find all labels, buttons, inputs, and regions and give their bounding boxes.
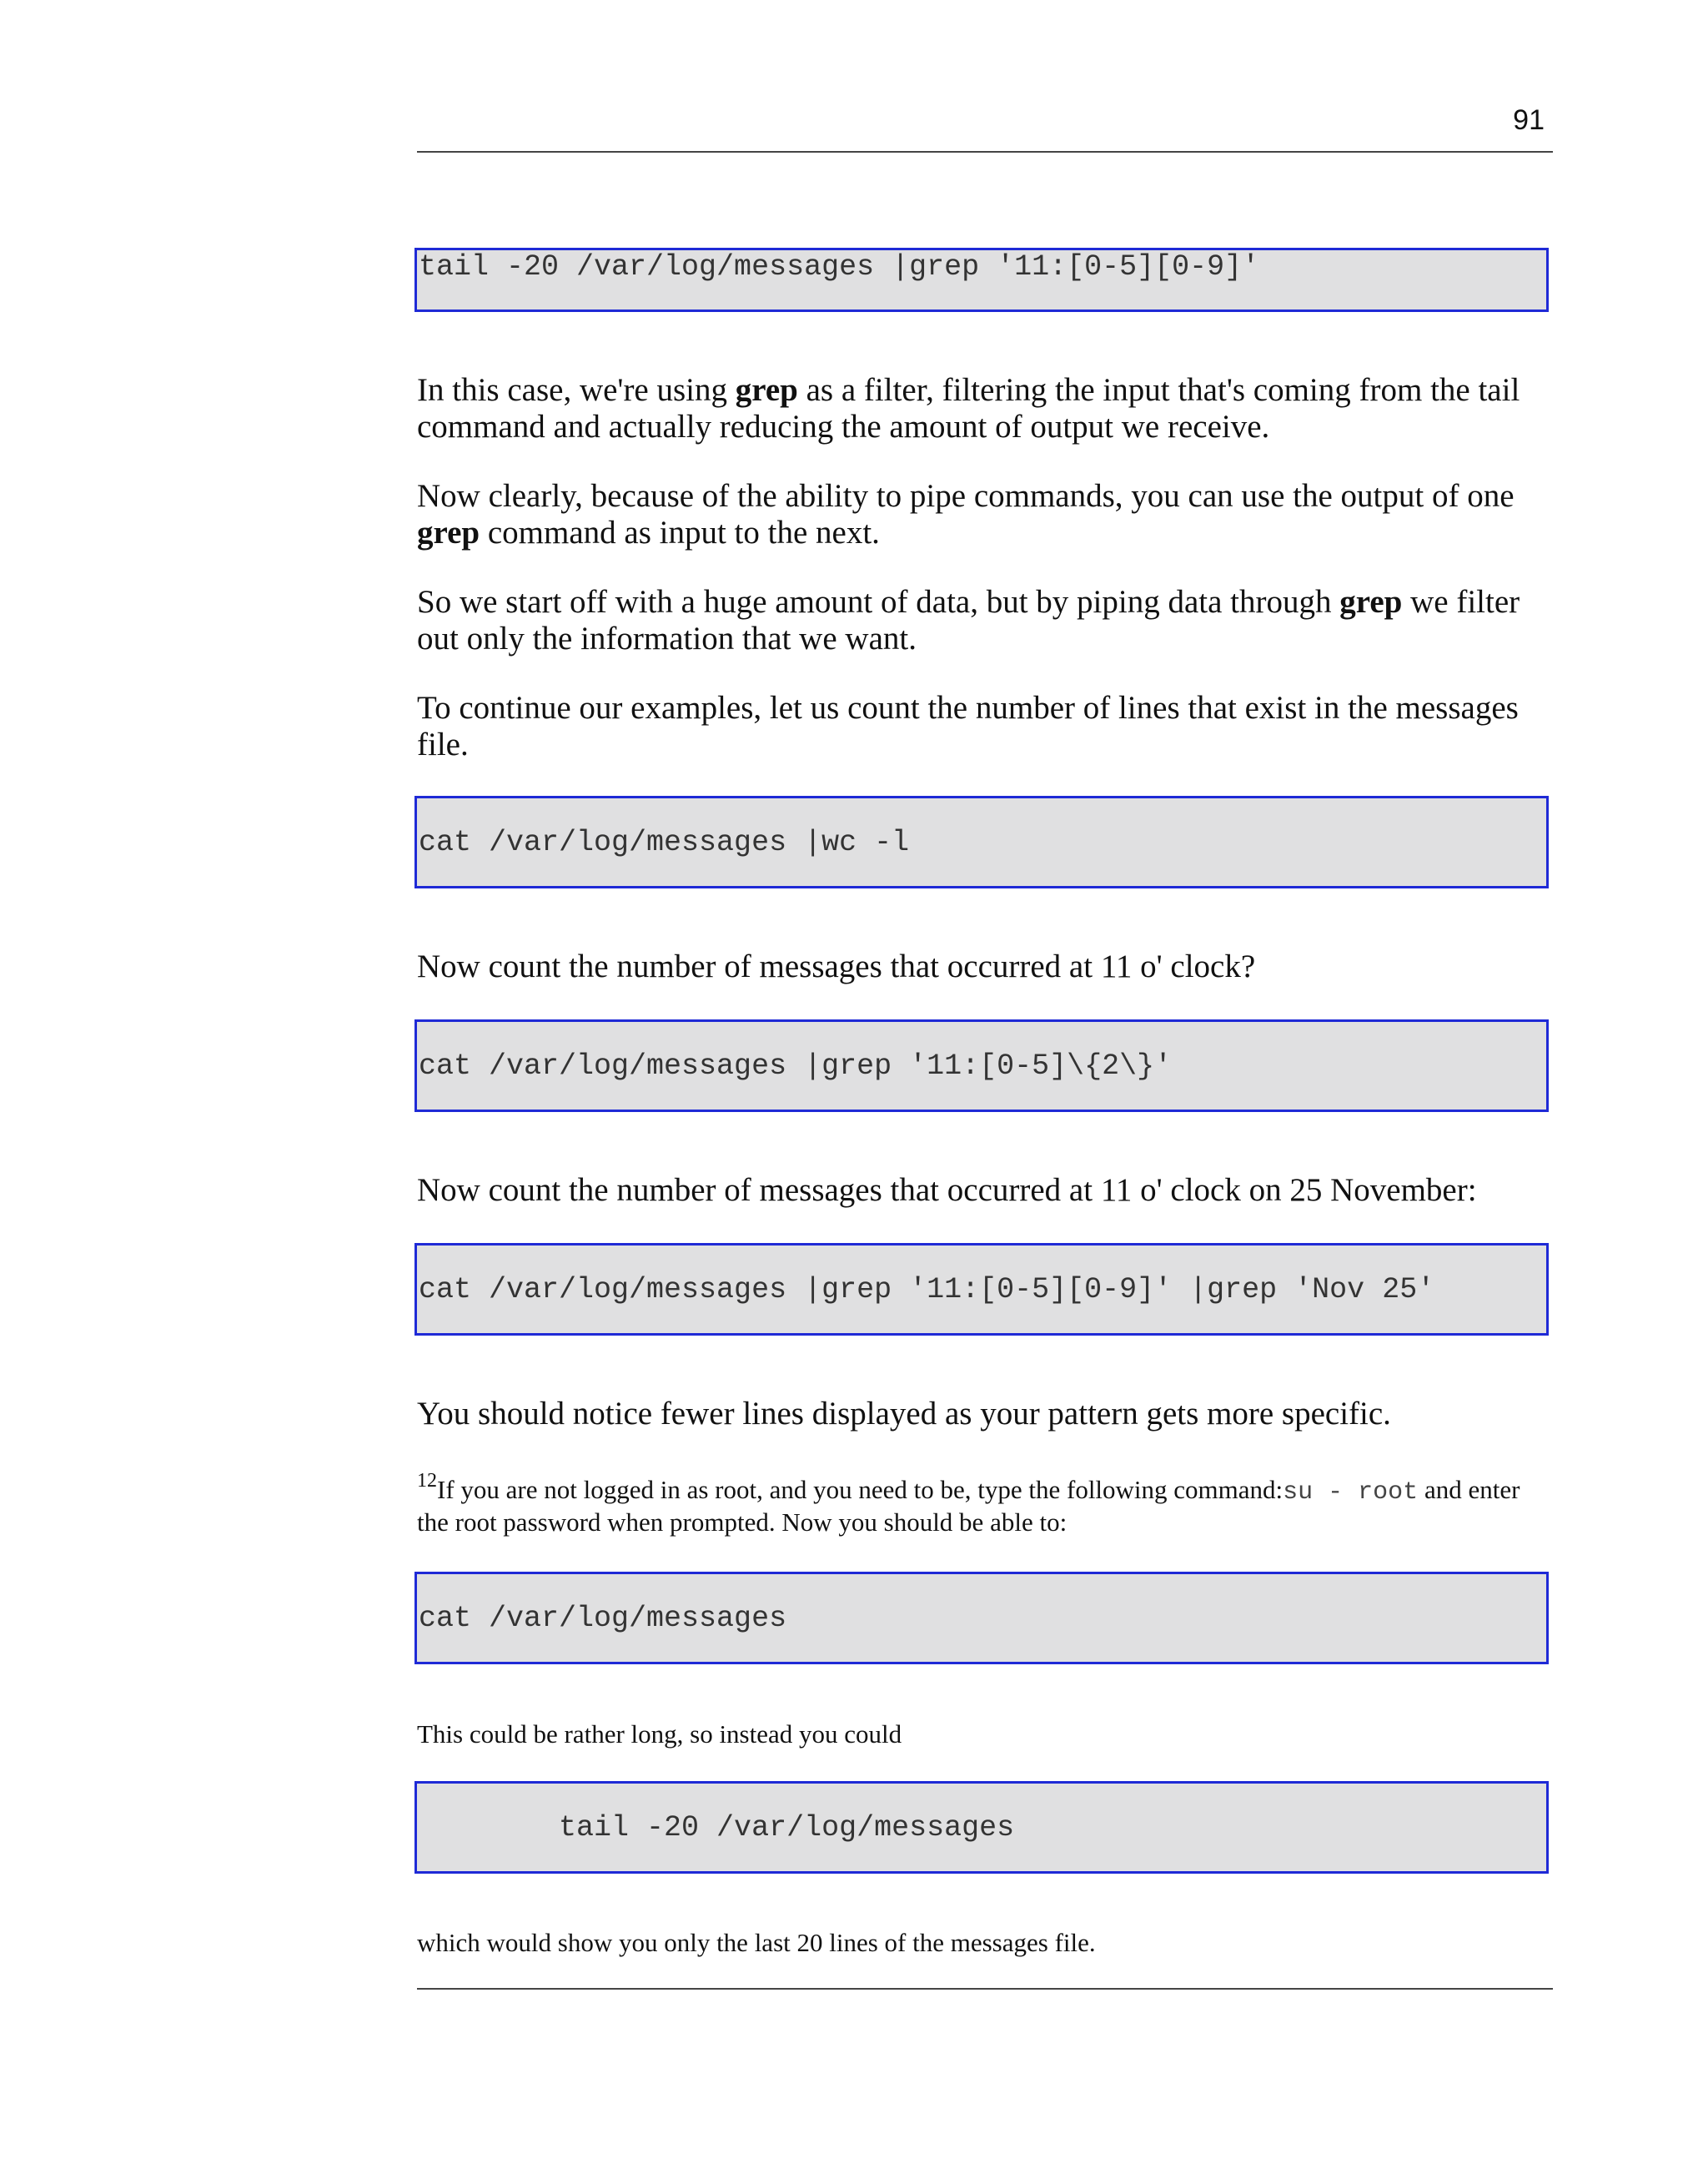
paragraph-text: So we start off with a huge amount of data, but by piping data through [417,584,1340,620]
footnote-text: and enter the root password when prompted. Now you should be able to: [417,1475,1520,1537]
footnote-number: 12 [417,1470,437,1492]
footnote-text: If you are not logged in as root, and you need to be, type the following command: [437,1475,1284,1504]
code-block-wc: cat /var/log/messages |wc -l [414,796,1549,888]
grep-keyword: grep [417,515,480,551]
inline-code-su-root: su - root [1283,1478,1419,1507]
grep-keyword: grep [1339,584,1403,620]
header-rule [417,151,1553,153]
paragraph-last-20-lines: which would show you only the last 20 lines of the messages file. [417,1928,1096,1957]
paragraph-text: we filter out only the information that we want. [417,584,1520,657]
paragraph-text: Now clearly, because of the ability to pipe commands, you can use the output of one [417,478,1515,514]
paragraph-count-nov25: Now count the number of messages that occurred at 11 o' clock on 25 November: [417,1172,1477,1208]
paragraph-piping-data [417,584,1553,657]
paragraph-text: command as input to the next. [480,515,880,551]
footer-rule [417,1988,1553,1990]
paragraph-rather-long: This could be rather long, so instead you could [417,1719,902,1749]
paragraph-text: In this case, we're using [417,372,736,408]
footnote [417,1470,1553,1537]
code-block-grep-nov25: cat /var/log/messages |grep '11:[0-5][0-9]' |grep 'Nov 25' [414,1243,1549,1336]
paragraph-text: as a filter, filtering the input that's coming from the tail command and actually reducing the amount of output we receive. [417,372,1520,445]
page-number: 91 [1513,104,1545,136]
code-block-tail-grep: tail -20 /var/log/messages |grep '11:[0-5][0-9]' [414,248,1549,312]
paragraph-grep-filter [417,372,1553,445]
paragraph-pipe-commands [417,478,1553,551]
paragraph-fewer-lines: You should notice fewer lines displayed as your pattern gets more specific. [417,1396,1391,1432]
code-block-cat-messages: cat /var/log/messages [414,1572,1549,1664]
grep-keyword: grep [735,372,798,408]
code-block-tail-20: tail -20 /var/log/messages [414,1781,1549,1874]
paragraph-count-lines: To continue our examples, let us count the number of lines that exist in the messages file. [417,690,1519,762]
code-block-grep-11: cat /var/log/messages |grep '11:[0-5]\{2\}' [414,1019,1549,1112]
paragraph-count-11oclock: Now count the number of messages that occurred at 11 o' clock? [417,949,1256,984]
